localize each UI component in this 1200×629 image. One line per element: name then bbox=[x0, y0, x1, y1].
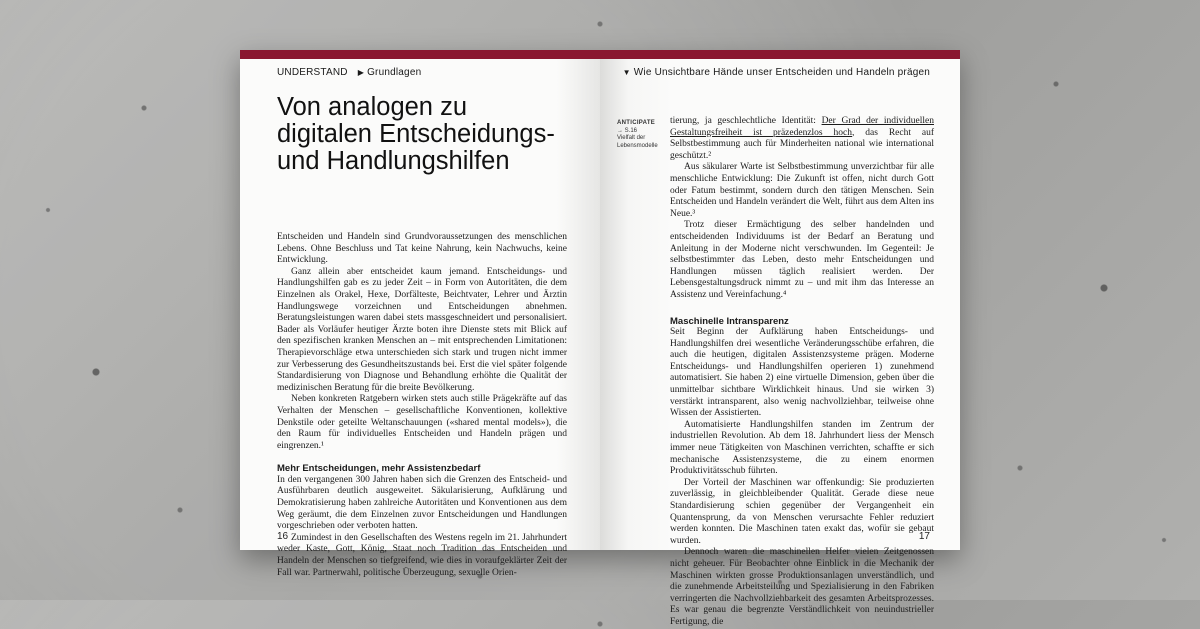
page-number-right: 17 bbox=[918, 531, 930, 542]
title-line: digitalen Entscheidungs- bbox=[277, 120, 555, 148]
triangle-down-icon: ▼ bbox=[622, 68, 631, 77]
section-heading: Mehr Entscheidungen, mehr Assistenzbedarf bbox=[277, 463, 481, 475]
running-header-left bbox=[277, 67, 421, 78]
paragraph: Entscheiden und Handeln sind Grundvoraussetzungen des menschlichen Lebens. Ohne Beschluss und Tat keine Nahrung, kein Nachwuchs, keine Entwicklung. bbox=[277, 232, 567, 266]
sidenote-line: Vielfalt der bbox=[617, 135, 646, 141]
paragraph: Aus säkularer Warte ist Selbstbestimmung unverzichtbar für alle menschliche Entwicklung: Die Zukunft ist offen, nicht durch Gott oder Fatum bestimmt, sondern durch den tätigen Menschen. Sein Entscheiden und Handeln verändert die Welt, führt aus dem Alten ins Neue.³ bbox=[670, 162, 934, 219]
page-number-left: 16 bbox=[277, 531, 289, 542]
paragraph: Trotz dieser Ermächtigung des selber handelnden und entscheidenden Individuums ist der Bedarf an Beratung und Anleitung in der Moderne nicht verschwunden. Im Gegenteil: Je selbstbestimmter das Leben, desto mehr Entscheidungen und Handlungen müssen täglich realisiert werden. Der Lebensgestaltungsdruck nimmt zu – und mit ihm das Interesse an Assistenz und Vereinfachung.⁴ bbox=[670, 220, 934, 300]
paragraph-end: , das Recht auf Selbstbestimmung auch für Minderheiten national wie international geschützt.² bbox=[670, 127, 935, 161]
left-page bbox=[240, 50, 600, 578]
paragraph: Neben konkreten Ratgebern wirken stets auch stille Prägekräfte auf das Verhalten der Menschen – gesellschaftliche Konventionen, kollektive Denkstile oder geteilte Weltanschauungen («shared mental models»), die den Raum für individuelles Entscheiden und Handeln prägen und eingrenzen.¹ bbox=[277, 394, 567, 451]
book-spread bbox=[240, 50, 960, 627]
paragraph: Der Vorteil der Maschinen war offenkundig: Sie produzierten zuverlässig, in gleichbleibender Qualität. Gerade diese neue Standardisierung schien gegenüber der Vergangenheit ein Quantensprung, da von Menschen verursachte Fehler reduziert werden konnten. Die Maschinen taten exakt das, wofür sie gebaut wurden. bbox=[670, 477, 934, 546]
right-page bbox=[600, 50, 960, 627]
sidenote-line: Lebensmodelle bbox=[617, 142, 658, 149]
paragraph: In den vergangenen 300 Jahren haben sich die Grenzen des Entscheid- und Ausführbaren deutlich ausgeweitet. Säkularisierung, Aufklärung und Demokratisierung haben zahlreiche Autoritäten und Konventionen aus dem Weg geräumt, die dem Einzelnen zuvor Entscheidungen und Handlungen vorgeschrieben oder verboten hatten. bbox=[277, 474, 567, 532]
paragraph: Automatisierte Handlungshilfen standen im Zentrum der industriellen Revolution. Ab dem 18. Jahrhundert liess der Mensch immer neue Tätigkeiten von Maschinen verrichten, schaffte er sich mechanische Assistenzsysteme, die zu einem enormen Produktivitätsschub führten. bbox=[670, 419, 934, 477]
triangle-right-icon: ▶ bbox=[357, 68, 365, 77]
running-title: Wie Unsichtbare Hände unser Entscheiden und Handeln prägen bbox=[633, 67, 930, 78]
paragraph-start: tierung, ja geschlechtliche Identität: bbox=[670, 116, 822, 126]
section-heading: Maschinelle Intransparenz bbox=[670, 315, 789, 327]
sidenote-ref: → S.16 bbox=[617, 127, 638, 134]
paragraph bbox=[670, 116, 934, 162]
sidenote bbox=[617, 120, 665, 150]
title-line: und Handlungshilfen bbox=[277, 147, 510, 175]
paragraph: Seit Beginn der Aufklärung haben Entscheidungs- und Handlungshilfen drei wesentliche Veränderungsschübe erfahren, die auch die heutigen, digitalen Assistenzsysteme prägen. Moderne Entscheidungs- und Handlungshilfen operieren 1) zunehmend automatisiert. Sie haben 2) eine virtuelle Dimension, geben über die unmittelbar sichtbare Wirklichkeit hinaus. Und sie wirken 3) verstärkt intransparent, also wenig nachvollziehbar, teilweise ohne Wissen der Assistierten. bbox=[670, 327, 934, 419]
running-subsection: Grundlagen bbox=[367, 67, 422, 78]
sidenote-label: ANTICIPATE bbox=[617, 120, 656, 126]
accent-bar bbox=[600, 50, 960, 59]
chapter-title bbox=[277, 94, 577, 175]
running-section: UNDERSTAND bbox=[277, 67, 348, 78]
accent-bar bbox=[240, 50, 600, 59]
paragraph: Ganz allein aber entscheidet kaum jemand. Entscheidungs- und Handlungshilfen gab es zu jeder Zeit – in Form von Autoritäten, die dem Einzelnen als Orakel, Hexe, Dorfälteste, Beichtvater, Lehrer und Ärztin Handlungswege vorzeichnen und Entscheidungen abnehmen. Beratungsleistungen waren dabei stets massgeschneidert und personalisiert. Bader als Vorläufer heutiger Ärzte boten ihre Dienste stets mit Blick auf den spezifischen kranken Menschen an – mit entsprechenden Limitationen: Therapievorschläge etwa unterschieden sich stark und trugen nicht immer zur Verbesserung des Gesundheitszustands bei. Erst die viel später folgende Standardisierung von Diagnose und Behandlung erhöhte die Qualität der medizinischen Beratung für die breite Bevölkerung. bbox=[277, 266, 567, 393]
paragraph: Dennoch waren die maschinellen Helfer vielen Zeitgenossen nicht geheuer. Für Beobachter ohne Einblick in die Mechanik der Maschinen wirkten grosse Produktionsanlagen unverständlich, und die zunehmende Arbeitsteilung und Spezialisierung in den Fabriken verringerten die Nachvollziehbarkeit des gesamten Arbeitsprozesses. Es war genau die begrenzte Verständlichkeit von neuindustrieller Fertigung, die bbox=[670, 547, 934, 627]
underlined-quote: Der Grad der individuellen Gestaltungsfreiheit ist präzedenzlos hoch bbox=[670, 116, 934, 138]
running-header-right bbox=[623, 67, 930, 78]
title-line: Von analogen zu bbox=[277, 93, 468, 121]
paragraph: Zumindest in den Gesellschaften des Westens regeln im 21. Jahrhundert weder Kaste, Gott, König, Staat noch Tradition das Entscheiden und Handeln der Menschen so tiefgreifend, wie dies in voraufgeklärter Zeit der Fall war. Partnerwahl, politische Überzeugung, sexuelle Orien- bbox=[277, 532, 567, 578]
left-body-text bbox=[277, 232, 567, 579]
right-body-text bbox=[670, 116, 934, 629]
